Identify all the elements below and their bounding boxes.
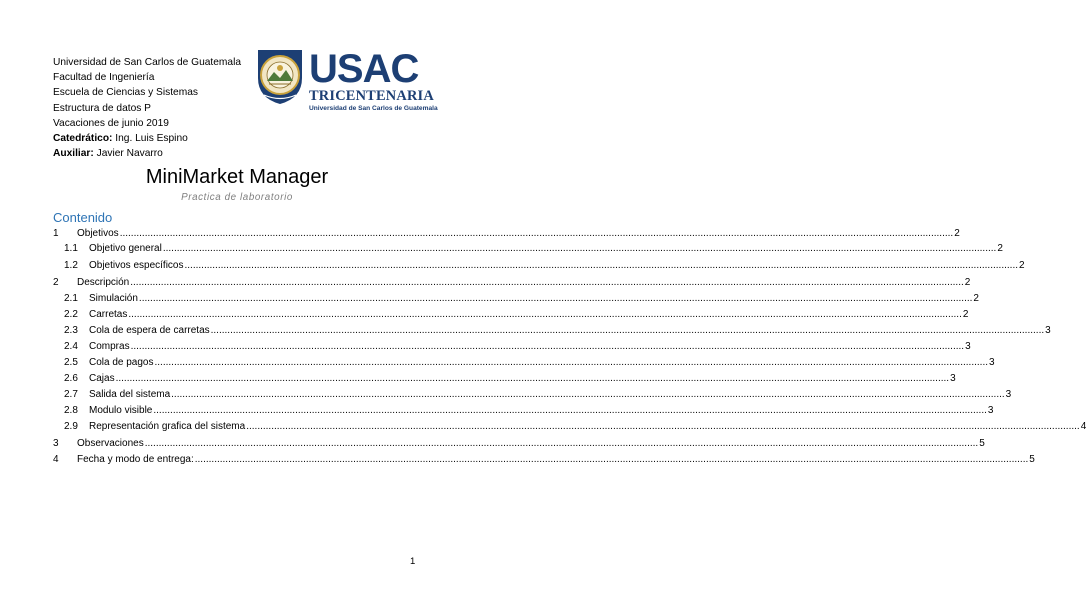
toc-entry-title: Objetivos: [77, 228, 119, 239]
toc-entry-page: 2: [1019, 260, 1025, 271]
toc-entry-title: Representación grafica del sistema: [89, 421, 246, 432]
toc-leader-dots: ............................................................................................................................................................................................................................................................................................................: [144, 438, 979, 449]
toc-leader-dots: ............................................................................................................................................................................................................................................................................................................: [138, 293, 973, 304]
toc-entry-page: 5: [1029, 454, 1035, 465]
catedratico-label: Catedrático:: [53, 133, 113, 145]
toc-entry[interactable]: [53, 386, 1012, 401]
toc-entry[interactable]: [53, 322, 1051, 337]
header-line-faculty: Facultad de Ingeniería: [53, 72, 155, 84]
brand-university-name: Universidad de San Carlos de Guatemala: [309, 105, 438, 112]
toc-entry-number: 3: [53, 438, 59, 449]
toc-entry-number: 2.8: [64, 405, 78, 416]
toc-entry-title: Cajas: [89, 373, 115, 384]
toc-entry[interactable]: [53, 402, 994, 417]
toc-leader-dots: ............................................................................................................................................................................................................................................................................................................: [194, 454, 1029, 465]
toc-entry-number: 1: [53, 228, 59, 239]
header-line-course: Estructura de datos P: [53, 102, 151, 114]
toc-entry-number: 2.7: [64, 389, 78, 400]
toc-entry-page: 2: [954, 228, 960, 239]
toc-entry-page: 5: [979, 438, 985, 449]
toc-entry-page: 3: [1045, 325, 1051, 336]
toc-heading: Contenido: [53, 210, 113, 225]
toc-entry-number: 1.1: [64, 243, 78, 254]
toc-leader-dots: ............................................................................................................................................................................................................................................................................................................: [162, 243, 997, 254]
toc-entry-title: Descripción: [77, 277, 130, 288]
page-number: 1: [410, 556, 416, 567]
header-line-catedratico: [53, 131, 241, 146]
toc-entry-page: 3: [989, 357, 995, 368]
toc-entry-page: 2: [962, 309, 969, 320]
toc-leader-dots: ............................................................................................................................................................................................................................................................................................................: [130, 277, 964, 288]
toc-entry[interactable]: [53, 354, 995, 369]
toc-entry[interactable]: [53, 274, 971, 289]
toc-entry-number: 2.6: [64, 373, 78, 384]
header-line-auxiliar: [53, 146, 241, 161]
institution-header: [53, 55, 241, 161]
toc-entry-title: Simulación: [89, 293, 138, 304]
toc-entry-page: 3: [950, 373, 956, 384]
toc-entry-title: Compras: [89, 341, 130, 352]
header-line-period: Vacaciones de junio 2019: [53, 117, 169, 129]
header-line-university: Universidad de San Carlos de Guatemala: [53, 57, 242, 68]
catedratico-value: Ing. Luis Espino: [112, 133, 188, 145]
toc-entry-title: Objetivos específicos: [89, 260, 184, 271]
toc-entry-number: 2.9: [64, 421, 78, 432]
brand-subtitle: TRICENTENARIA: [309, 88, 434, 104]
toc-leader-dots: ............................................................................................................................................................................................................................................................................................................: [130, 341, 965, 352]
toc-entry[interactable]: [53, 435, 985, 450]
document-title: MiniMarket Manager: [145, 166, 329, 188]
toc-entry-page: 3: [987, 405, 994, 416]
toc-entry-title: Cola de espera de carretas: [89, 325, 210, 336]
usac-brand: [309, 47, 438, 113]
toc-leader-dots: ............................................................................................................................................................................................................................................................................................................: [153, 405, 987, 416]
toc-leader-dots: ............................................................................................................................................................................................................................................................................................................: [119, 228, 954, 239]
toc-entry-title: Fecha y modo de entrega:: [77, 454, 194, 465]
toc-entry-page: 4: [1080, 421, 1086, 432]
toc-entry-number: 2.5: [64, 357, 78, 368]
toc-leader-dots: ............................................................................................................................................................................................................................................................................................................: [210, 325, 1045, 336]
toc-entry-number: 2.4: [64, 341, 78, 352]
university-seal-icon: [255, 48, 305, 106]
toc-leader-dots: ............................................................................................................................................................................................................................................................................................................: [154, 357, 988, 368]
toc-entry[interactable]: [53, 240, 1003, 255]
toc-leader-dots: ............................................................................................................................................................................................................................................................................................................: [115, 373, 950, 384]
toc-entry[interactable]: [53, 338, 971, 353]
auxiliar-label: Auxiliar:: [53, 148, 94, 160]
header-line-school: Escuela de Ciencias y Sistemas: [53, 87, 198, 99]
toc-entry-number: 4: [53, 454, 59, 465]
toc-entry[interactable]: [53, 370, 956, 385]
toc-entry[interactable]: [53, 306, 969, 321]
toc-entry-page: 2: [973, 293, 979, 304]
toc-leader-dots: ............................................................................................................................................................................................................................................................................................................: [246, 421, 1080, 432]
toc-entry-title: Salida del sistema: [89, 389, 171, 400]
toc-entry-title: Carretas: [89, 309, 128, 320]
document-subtitle: Practica de laboratorio: [181, 192, 293, 203]
toc-entry-title: Cola de pagos: [89, 357, 154, 368]
toc-entry[interactable]: [53, 257, 1025, 272]
toc-entry-title: Observaciones: [77, 438, 144, 449]
toc-leader-dots: ............................................................................................................................................................................................................................................................................................................: [128, 309, 962, 320]
toc-entry-title: Objetivo general: [89, 243, 162, 254]
toc-leader-dots: ............................................................................................................................................................................................................................................................................................................: [184, 260, 1018, 271]
toc-entry[interactable]: [53, 451, 1035, 466]
toc-entry-page: 2: [964, 277, 971, 288]
auxiliar-value: Javier Navarro: [93, 148, 163, 160]
toc-leader-dots: ............................................................................................................................................................................................................................................................................................................: [171, 389, 1005, 400]
toc-entry-page: 3: [965, 341, 971, 352]
toc-entry-number: 2.3: [64, 325, 78, 336]
toc-entry[interactable]: [53, 418, 1086, 433]
toc-entry-number: 2.1: [64, 293, 78, 304]
toc-entry-number: 2.2: [64, 309, 78, 320]
toc-entry-page: 3: [1005, 389, 1012, 400]
toc-entry[interactable]: [53, 290, 979, 305]
toc-entry[interactable]: [53, 225, 960, 240]
brand-wordmark: USAC: [309, 47, 419, 91]
toc-entry-number: 1.2: [64, 260, 78, 271]
toc-entry-page: 2: [997, 243, 1003, 254]
toc-entry-title: Modulo visible: [89, 405, 153, 416]
toc-entry-number: 2: [53, 277, 59, 288]
